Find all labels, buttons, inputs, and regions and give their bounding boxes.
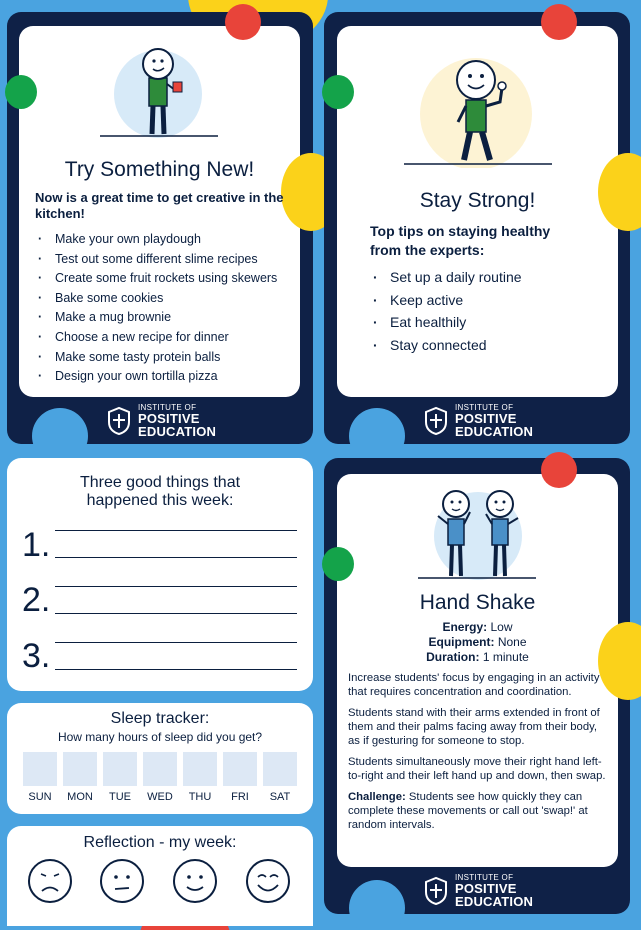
card2-list [370, 266, 610, 356]
red-dot [225, 4, 261, 40]
write-line[interactable] [55, 613, 297, 614]
green-dot [322, 547, 354, 581]
list-item: · Bake some cookies [35, 289, 297, 309]
ipe-logo: INSTITUTE OF POSITIVE EDUCATION [106, 404, 216, 438]
card1-intro: Now is a great time to get creative in the kitchen! [35, 190, 284, 221]
list-item: · Keep active [370, 289, 610, 312]
sleep-tracker-title: Sleep tracker: [110, 710, 210, 727]
card2-title: Stay Strong! [419, 189, 536, 212]
blue-dot [32, 408, 88, 464]
hand-shake-p3: Students simultaneously move their right hand left-to-right and their left hand up and down, then swap. [348, 756, 606, 782]
crest-icon [106, 406, 132, 436]
drinking-figure-icon [100, 44, 220, 140]
number-3: 3. [22, 637, 51, 675]
list-item: · Stay connected [370, 334, 610, 357]
write-line[interactable] [55, 557, 297, 558]
blue-dot [349, 408, 405, 464]
list-item: · Create some fruit rockets using skewers [35, 269, 297, 289]
ipe-logo: INSTITUTE OF POSITIVE EDUCATION [423, 874, 533, 908]
sleep-day-tue[interactable]: TUE [103, 752, 137, 803]
number-1: 1. [22, 526, 51, 564]
number-2: 2. [22, 581, 51, 619]
sleep-question: How many hours of sleep did you get? [57, 730, 263, 744]
sleep-day-fri[interactable]: FRI [223, 752, 257, 803]
sleep-day-sun[interactable]: SUN [23, 752, 57, 803]
crest-icon [423, 876, 449, 906]
hand-shake-body [348, 671, 610, 839]
hand-shake-meta: Energy: Low Equipment: None Duration: 1 minute [426, 620, 529, 664]
sleep-days [23, 752, 303, 804]
hand-shake-p2: Students stand with their arms extended in front of them and their palms facing away from their body, as if gesturing for someone to stop. [348, 707, 600, 747]
neutral-face-icon[interactable] [99, 858, 145, 904]
hand-shake-title: Hand Shake [419, 591, 536, 614]
list-item: · Set up a daily routine [370, 266, 610, 289]
red-dot [541, 452, 577, 488]
reflection-faces [27, 858, 297, 906]
list-item: · Make some tasty protein balls [35, 348, 297, 368]
sad-face-icon[interactable] [27, 858, 73, 904]
sleep-day-wed[interactable]: WED [143, 752, 177, 803]
write-line[interactable] [55, 669, 297, 670]
sleep-day-mon[interactable]: MON [63, 752, 97, 803]
content-face-icon[interactable] [172, 858, 218, 904]
crest-icon [423, 406, 449, 436]
sleep-day-thu[interactable]: THU [183, 752, 217, 803]
green-dot [5, 75, 37, 109]
card1-title: Try Something New! [64, 158, 255, 181]
blue-dot [349, 880, 405, 930]
two-figures-waving-icon [418, 486, 538, 582]
happy-face-icon[interactable] [245, 858, 291, 904]
list-item: · Eat healthily [370, 311, 610, 334]
green-dot [322, 75, 354, 109]
strong-figure-icon [404, 52, 554, 168]
reflection-title: Reflection - my week: [83, 834, 237, 851]
list-item: · Design your own tortilla pizza [35, 367, 297, 387]
list-item: · Make your own playdough [35, 230, 297, 250]
write-line[interactable] [55, 530, 297, 531]
write-line[interactable] [55, 586, 297, 587]
ipe-logo: INSTITUTE OF POSITIVE EDUCATION [423, 404, 533, 438]
card2-intro: Top tips on staying healthy from the experts: [370, 223, 551, 258]
list-item: · Make a mug brownie [35, 308, 297, 328]
sleep-day-sat[interactable]: SAT [263, 752, 297, 803]
hand-shake-p1: Increase students' focus by engaging in an activity that requires concentration and coordination. [348, 672, 600, 698]
card1-list [35, 230, 297, 387]
list-item: · Test out some different slime recipes [35, 250, 297, 270]
three-good-things-title: Three good things that happened this week: [79, 474, 241, 509]
list-item: · Choose a new recipe for dinner [35, 328, 297, 348]
red-dot [541, 4, 577, 40]
hand-shake-challenge: Challenge: Students see how quickly they can complete these movements or call out 'swap!' at random intervals. [348, 791, 588, 831]
write-line[interactable] [55, 642, 297, 643]
